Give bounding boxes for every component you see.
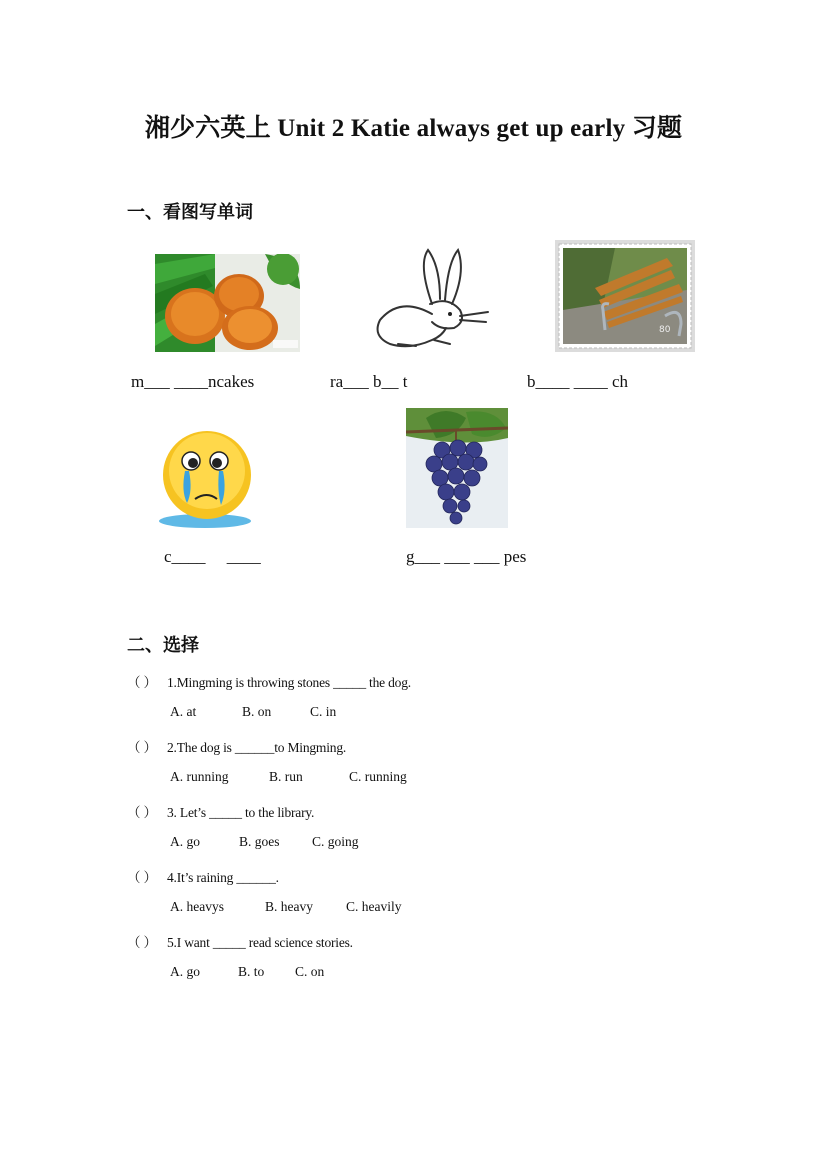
question-2-options	[170, 769, 407, 785]
word-blank-mooncakes: m___ ____ncakes	[131, 372, 255, 391]
question-5	[127, 931, 353, 951]
question-stem: 4.It’s raining ______.	[167, 870, 279, 885]
question-2	[127, 736, 346, 756]
question-1	[127, 671, 411, 691]
option-c[interactable]: C. heavily	[346, 899, 402, 914]
option-a[interactable]: A. running	[170, 769, 229, 784]
option-c[interactable]: C. in	[310, 704, 337, 719]
answer-paren[interactable]: （ ）	[127, 740, 157, 755]
answer-paren[interactable]: （ ）	[127, 870, 157, 885]
question-5-options	[170, 964, 324, 980]
question-stem: 2.The dog is ______to Mingming.	[167, 740, 347, 755]
section-1-heading: 一、看图写单词	[127, 202, 253, 223]
question-stem: 3. Let’s _____ to the library.	[167, 805, 315, 820]
option-b[interactable]: B. heavy	[265, 899, 313, 914]
option-a[interactable]: A. at	[170, 704, 197, 719]
option-b[interactable]: B. run	[269, 769, 303, 784]
question-stem: 5.I want _____ read science stories.	[167, 935, 353, 950]
option-a[interactable]: A. go	[170, 964, 200, 979]
option-c[interactable]: C. going	[312, 834, 359, 849]
question-stem: 1.Mingming is throwing stones _____ the dog.	[167, 675, 411, 690]
grapes-icon	[406, 408, 508, 528]
option-b[interactable]: B. goes	[239, 834, 280, 849]
option-c[interactable]: C. running	[349, 769, 407, 784]
mooncake-icon	[155, 254, 300, 352]
word-blank-grapes: g___ ___ ___ pes	[406, 547, 527, 566]
option-b[interactable]: B. to	[238, 964, 265, 979]
stamp-badge: 80	[659, 325, 671, 335]
question-3-options	[170, 834, 359, 850]
rabbit-icon	[370, 244, 490, 352]
page-title: 湘少六英上 Unit 2 Katie always get up early 习题	[144, 115, 683, 142]
question-4	[127, 866, 279, 886]
question-1-options	[170, 704, 336, 720]
answer-paren[interactable]: （ ）	[127, 935, 157, 950]
word-blank-cry: c____ ____	[164, 547, 261, 566]
question-4-options	[170, 899, 402, 915]
section-2-heading: 二、选择	[127, 635, 199, 656]
bench-icon	[555, 240, 695, 352]
crying-face-icon	[155, 425, 259, 529]
answer-paren[interactable]: （ ）	[127, 675, 157, 690]
word-blank-rabbit: ra___ b__ t	[330, 372, 408, 391]
answer-paren[interactable]: （ ）	[127, 805, 157, 820]
question-3	[127, 801, 314, 821]
option-a[interactable]: A. go	[170, 834, 200, 849]
option-c[interactable]: C. on	[295, 964, 325, 979]
word-blank-bench: b____ ____ ch	[527, 372, 629, 391]
option-a[interactable]: A. heavys	[170, 899, 224, 914]
option-b[interactable]: B. on	[242, 704, 272, 719]
